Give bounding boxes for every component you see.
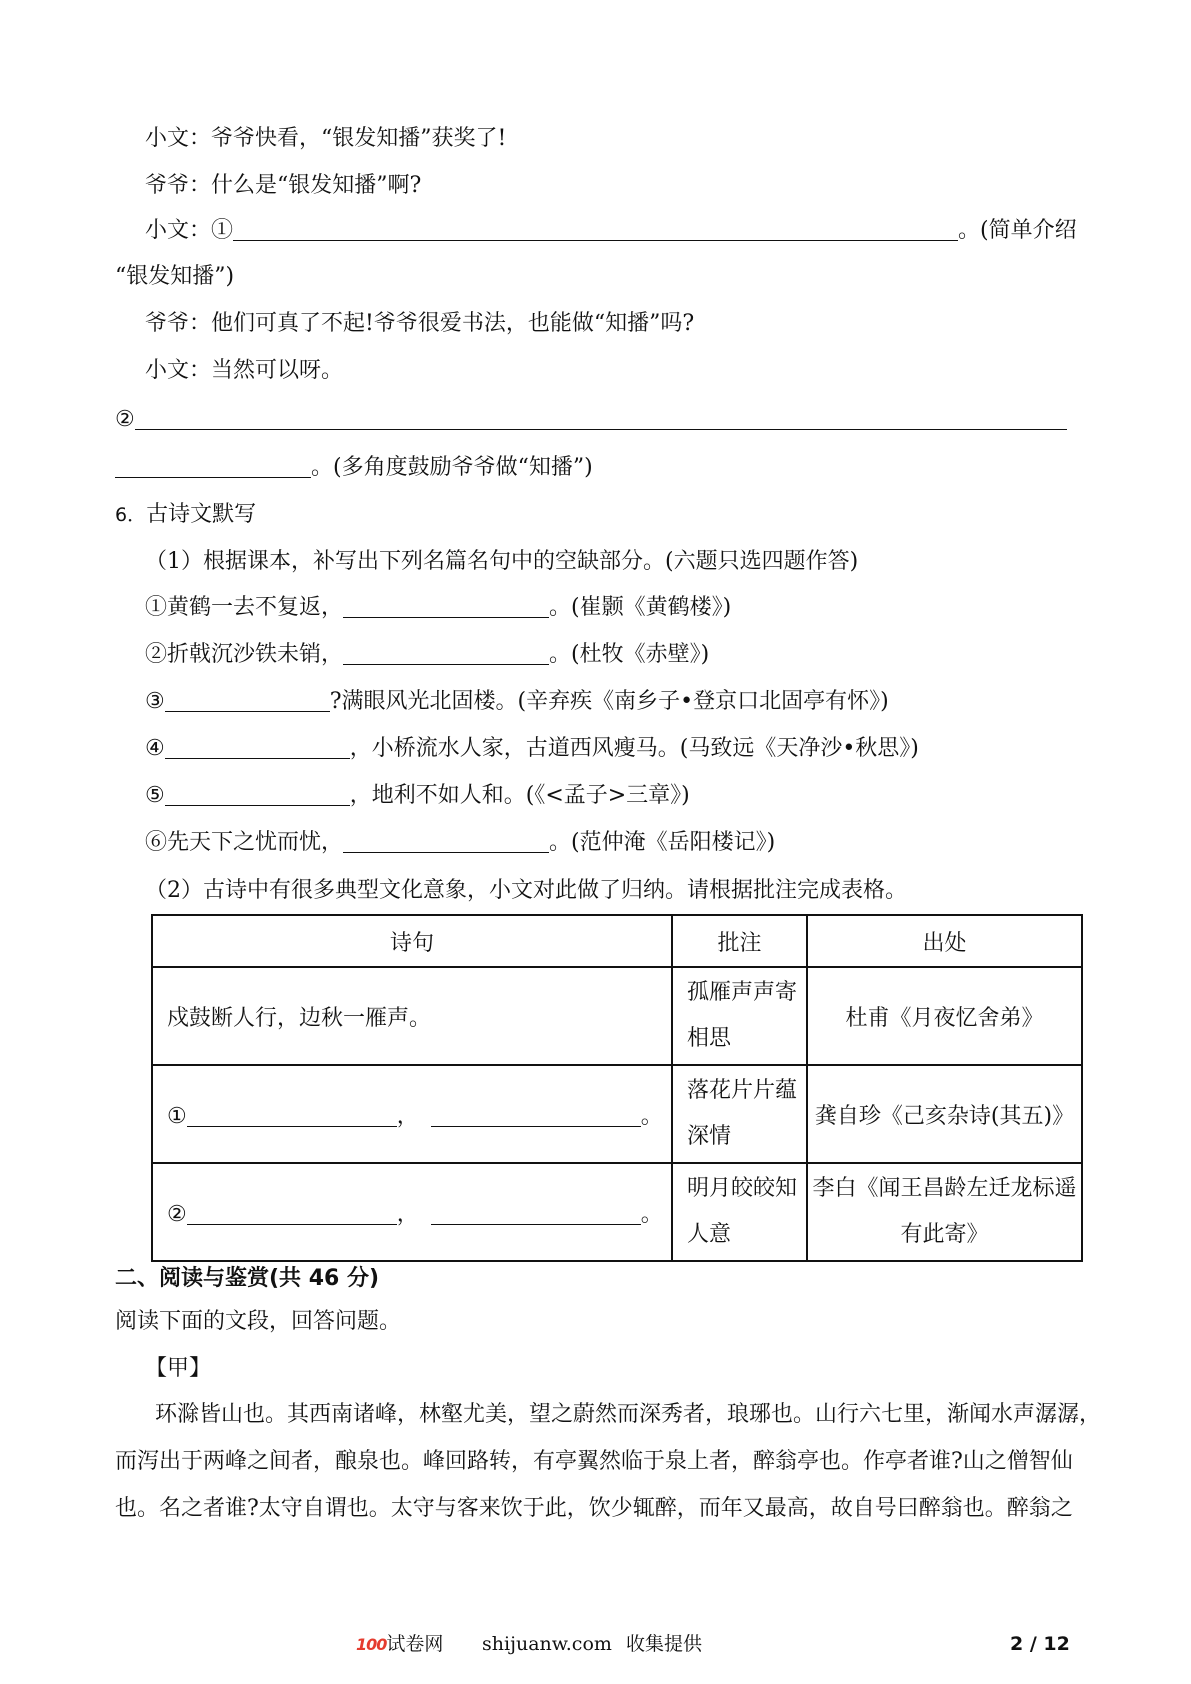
footer-domain[interactable]: shijuanw.com <box>482 1633 612 1655</box>
fill-item-2 <box>145 640 709 670</box>
fill-item-suffix: ?满眼风光北固楼。(辛弃疾《南乡子•登京口北固亭有怀》) <box>329 689 889 714</box>
page-number: 2 / 12 <box>1010 1633 1070 1655</box>
fill-item-prefix: ③ <box>145 689 165 714</box>
source-line: 李白《闻王昌龄左迁龙标遥 <box>812 1176 1077 1201</box>
note-cell <box>672 1163 807 1261</box>
table-row <box>152 967 1082 1065</box>
table-row <box>152 1163 1082 1261</box>
fill-blank[interactable] <box>343 830 549 853</box>
dialogue-line-1: 小文：爷爷快看，“银发知播”获奖了! <box>145 126 507 151</box>
fill-item-5 <box>145 781 690 811</box>
question-number: 6． <box>115 504 147 526</box>
fill-item-4 <box>145 734 919 764</box>
poem-cell <box>152 1163 672 1261</box>
note-line: 明月皎皎知 <box>687 1176 798 1201</box>
passage-label: 【甲】 <box>145 1356 212 1381</box>
answer-blank-2b[interactable] <box>115 455 311 478</box>
fill-blank[interactable] <box>431 1202 641 1225</box>
footer-site-name: 试卷网 <box>386 1633 444 1655</box>
fill-item-prefix: ⑤ <box>145 783 165 808</box>
source-cell: 龚自珍《己亥杂诗(其五)》 <box>807 1065 1082 1163</box>
answer-blank-2a[interactable] <box>135 407 1067 430</box>
dialogue-line-4: 爷爷：他们可真了不起!爷爷很爱书法，也能做“知播”吗? <box>145 311 695 336</box>
fill-item-prefix: ①黄鹤一去不复返， <box>145 595 344 620</box>
fill-item-1 <box>145 593 731 623</box>
imagery-table <box>151 914 1083 1262</box>
note-line: 人意 <box>687 1222 732 1247</box>
fill-blank[interactable] <box>343 595 549 618</box>
dialogue-line-6 <box>115 405 1067 435</box>
footer-credit: 收集提供 <box>626 1633 703 1655</box>
poem-prefix: ① <box>167 1103 187 1129</box>
fill-item-prefix: ④ <box>145 736 165 761</box>
question-6-title <box>115 500 256 530</box>
poem-end: 。 <box>640 1201 663 1227</box>
fill-item-prefix: ⑥先天下之忧而忧， <box>145 830 344 855</box>
note-line: 落花片片蕴 <box>687 1078 798 1103</box>
source-cell: 杜甫《月夜忆舍弟》 <box>807 967 1082 1065</box>
table-row <box>152 1065 1082 1163</box>
logo-icon: 100 <box>356 1635 387 1654</box>
dialogue-line-3-prefix: 小文：① <box>145 218 234 243</box>
table-header: 批注 <box>672 915 807 967</box>
fill-blank[interactable] <box>187 1104 397 1127</box>
section-instruction: 阅读下面的文段，回答问题。 <box>115 1309 402 1334</box>
fill-blank[interactable] <box>431 1104 641 1127</box>
fill-item-suffix: ，地利不如人和。(《<孟子>三章》) <box>349 783 690 808</box>
dialogue-line-3-suffix: 。(简单介绍 <box>958 218 1077 243</box>
fill-item-suffix: 。(杜牧《赤壁》) <box>549 642 710 667</box>
dialogue-line-2: 爷爷：什么是“银发知播”啊? <box>145 173 422 198</box>
fill-blank[interactable] <box>165 783 350 806</box>
question-6-part1: （1）根据课本，补写出下列名篇名句中的空缺部分。(六题只选四题作答) <box>145 549 859 574</box>
note-cell <box>672 967 807 1065</box>
fill-blank[interactable] <box>343 642 549 665</box>
dialogue-line-7-suffix: 。(多角度鼓励爷爷做“知播”) <box>311 455 593 480</box>
dialogue-line-5: 小文：当然可以呀。 <box>145 358 344 383</box>
fill-item-6 <box>145 828 775 858</box>
fill-item-suffix: ，小桥流水人家，古道西风瘦马。(马致远《天净沙•秋思》) <box>349 736 919 761</box>
source-line: 有此寄》 <box>900 1222 989 1247</box>
poem-cell <box>152 1065 672 1163</box>
poem-comma: ， <box>396 1103 419 1129</box>
table-header: 诗句 <box>152 915 672 967</box>
fill-item-prefix: ②折戟沉沙铁未销， <box>145 642 344 667</box>
poem-cell: 戍鼓断人行，边秋一雁声。 <box>152 967 672 1065</box>
poem-prefix: ② <box>167 1201 187 1227</box>
footer-logo <box>356 1631 443 1658</box>
table-header-row <box>152 915 1082 967</box>
fill-blank[interactable] <box>165 689 330 712</box>
source-cell <box>807 1163 1082 1261</box>
note-line: 相思 <box>687 1026 732 1051</box>
poem-end: 。 <box>640 1103 663 1129</box>
passage-line-3: 也。名之者谁?太守自谓也。太守与客来饮于此，饮少辄醉，而年又最高，故自号曰醉翁也。醉翁之 <box>115 1496 1073 1521</box>
fill-item-3 <box>145 687 889 717</box>
note-cell <box>672 1065 807 1163</box>
fill-blank[interactable] <box>165 736 350 759</box>
poem-comma: ， <box>396 1201 419 1227</box>
dialogue-line-3-cont: “银发知播”) <box>115 264 235 289</box>
dialogue-line-3 <box>145 216 1077 246</box>
dialogue-line-6-prefix: ② <box>115 407 135 432</box>
dialogue-line-7 <box>115 453 593 483</box>
table-header: 出处 <box>807 915 1082 967</box>
note-line: 孤雁声声寄 <box>687 980 798 1005</box>
passage-line-1: 环滁皆山也。其西南诸峰，林壑尤美，望之蔚然而深秀者，琅琊也。山行六七里，渐闻水声潺潺， <box>155 1402 1102 1427</box>
section-heading: 二、阅读与鉴赏(共 46 分) <box>115 1266 380 1291</box>
question-title: 古诗文默写 <box>146 502 257 527</box>
fill-blank[interactable] <box>187 1202 397 1225</box>
passage-line-2: 而泻出于两峰之间者，酿泉也。峰回路转，有亭翼然临于泉上者，醉翁亭也。作亭者谁?山之僧智仙 <box>115 1449 1073 1474</box>
note-line: 深情 <box>687 1124 732 1149</box>
answer-blank-1[interactable] <box>233 218 958 241</box>
fill-item-suffix: 。(范仲淹《岳阳楼记》) <box>549 830 776 855</box>
fill-item-suffix: 。(崔颢《黄鹤楼》) <box>549 595 732 620</box>
question-6-part2: （2）古诗中有很多典型文化意象，小文对此做了归纳。请根据批注完成表格。 <box>145 878 907 903</box>
